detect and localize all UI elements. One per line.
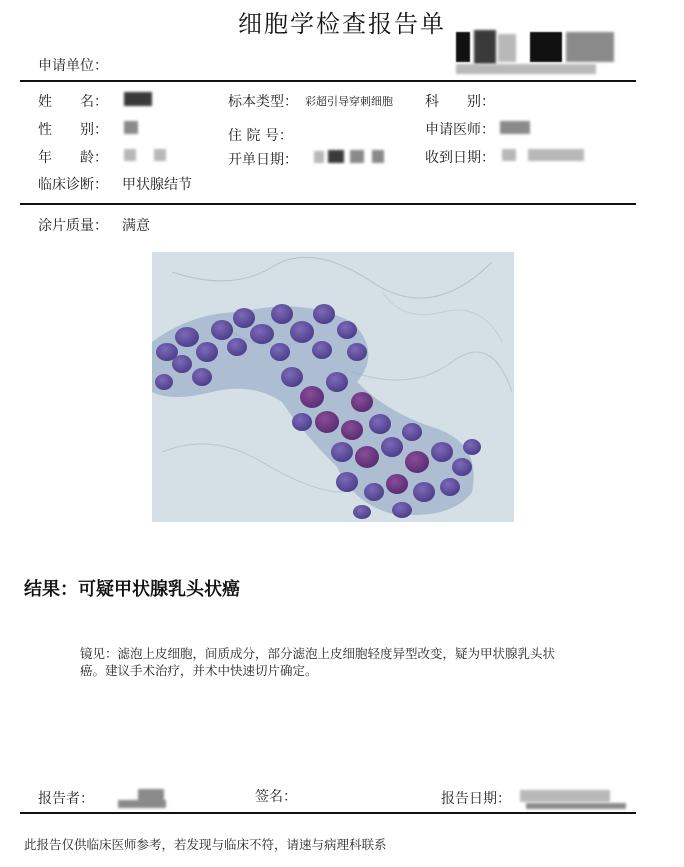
cytology-micrograph — [152, 252, 514, 522]
redacted-order-date — [314, 151, 324, 163]
info-divider — [20, 203, 636, 205]
header-divider — [20, 80, 636, 82]
redacted-block — [566, 32, 614, 62]
report-date-label: 报告日期： — [441, 791, 511, 807]
smear-quality-label: 涂片质量： — [38, 218, 108, 234]
order-date-label: 开单日期： — [228, 152, 298, 168]
specimen-value: 彩超引导穿刺细胞 — [305, 95, 393, 108]
redacted-report-date — [526, 803, 626, 809]
redacted-block — [530, 32, 562, 62]
redacted-reporter — [138, 789, 164, 803]
department-label: 科 别： — [425, 94, 495, 110]
redacted-order-date — [328, 150, 344, 163]
redacted-age — [124, 149, 136, 161]
received-date-label: 收到日期： — [425, 150, 495, 166]
redacted-block — [456, 32, 470, 62]
report-title: 细胞学检查报告单 — [238, 10, 446, 38]
redacted-block — [474, 30, 496, 64]
redacted-order-date — [372, 150, 384, 163]
specimen-label: 标本类型： — [228, 94, 298, 110]
reporter-label: 报告者： — [38, 791, 94, 807]
doctor-label: 申请医师： — [425, 122, 495, 138]
redacted-received-date — [502, 149, 516, 161]
redacted-order-date — [350, 150, 364, 163]
redacted-block — [498, 34, 516, 62]
redacted-received-date — [528, 149, 584, 161]
microscopy-findings: 镜见：滤泡上皮细胞，间质成分，部分滤泡上皮细胞轻度异型改变，疑为甲状腺乳头状癌。建议手术治疗，并术中快速切片确定。 — [80, 646, 556, 678]
result-heading: 结果：可疑甲状腺乳头状癌 — [24, 579, 240, 600]
disclaimer-text: 此报告仅供临床医师参考，若发现与临床不符，请速与病理科联系 — [24, 837, 387, 852]
redacted-name — [124, 92, 152, 106]
redacted-doctor — [500, 121, 530, 134]
micrograph-svg — [152, 252, 514, 522]
name-label: 姓 名： — [38, 94, 108, 110]
redacted-age — [154, 149, 166, 161]
smear-quality-value: 满意 — [122, 218, 150, 234]
diagnosis-value: 甲状腺结节 — [122, 177, 192, 193]
redacted-report-date — [520, 790, 610, 802]
applicant-unit-label: 申请单位： — [38, 58, 108, 74]
age-label: 年 龄： — [38, 150, 108, 166]
inpatient-label: 住 院 号： — [228, 128, 293, 144]
gender-label: 性 别： — [38, 122, 108, 138]
redacted-gender — [124, 121, 138, 134]
redacted-block — [456, 64, 596, 74]
diagnosis-label: 临床诊断： — [38, 177, 108, 193]
footer-divider — [20, 812, 636, 814]
signature-label: 签名： — [255, 789, 297, 805]
